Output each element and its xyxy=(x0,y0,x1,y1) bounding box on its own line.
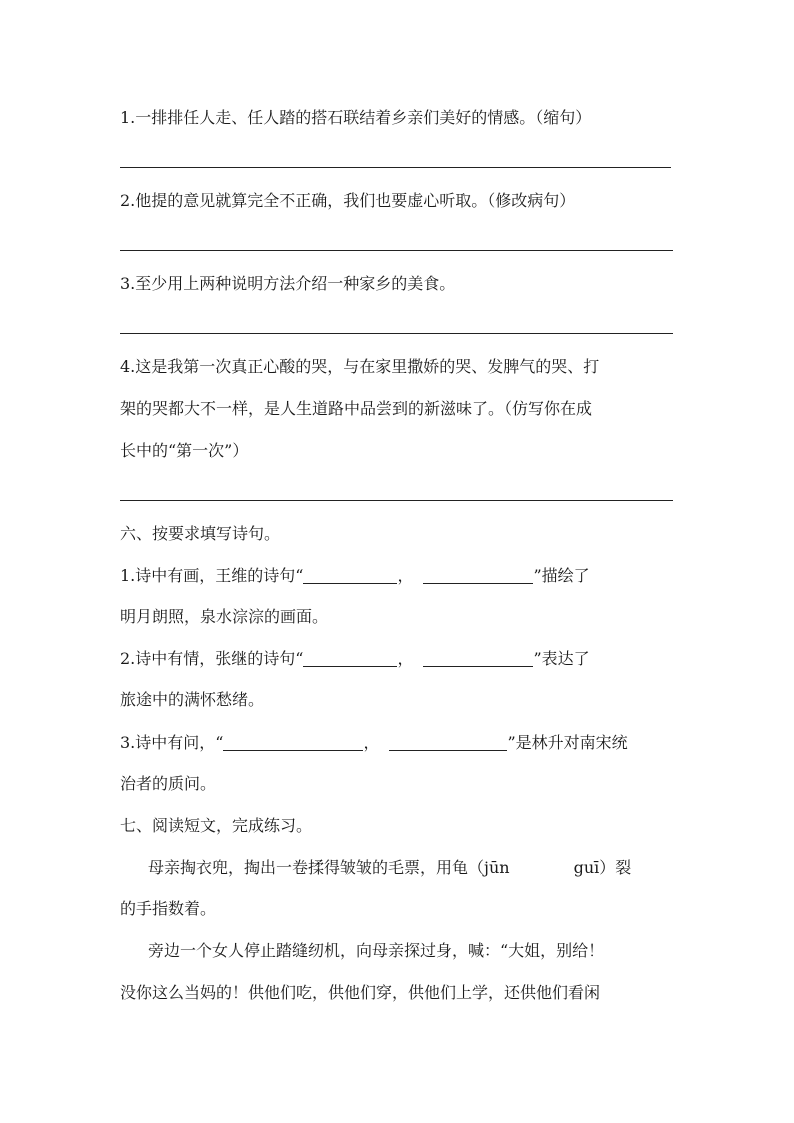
poem-item-2-prefix: 2.诗中有情，张继的诗句“ xyxy=(120,649,304,668)
poem-item-1-suffix: ”描绘了 xyxy=(533,566,590,585)
poem-item-1-line-2: 明月朗照，泉水淙淙的画面。 xyxy=(120,607,329,626)
poem-item-3-suffix: ”是林升对南宋统 xyxy=(507,733,628,752)
passage-paragraph-1-line-2: 的手指数着。 xyxy=(120,899,217,918)
section-6-title: 六、按要求填写诗句。 xyxy=(120,524,281,543)
poem-item-2-line-2: 旅途中的满怀愁绪。 xyxy=(120,690,265,709)
poem-item-2 xyxy=(120,648,590,670)
answer-line-1[interactable] xyxy=(120,167,671,168)
answer-line-3[interactable] xyxy=(120,333,673,334)
answer-line-4[interactable] xyxy=(120,500,673,501)
poem-blank-2a[interactable] xyxy=(303,650,397,667)
question-2: 2.他提的意见就算完全不正确，我们也要虚心听取。（修改病句） xyxy=(120,191,576,210)
poem-item-2-suffix: ”表达了 xyxy=(533,649,590,668)
poem-item-1-sep: ， xyxy=(397,566,414,585)
question-4-line-2: 架的哭都大不一样，是人生道路中品尝到的新滋味了。（仿写你在成 xyxy=(120,399,593,418)
question-3: 3.至少用上两种说明方法介绍一种家乡的美食。 xyxy=(120,274,456,293)
poem-item-2-sep: ， xyxy=(397,649,414,668)
poem-item-1 xyxy=(120,565,590,587)
passage-paragraph-2-line-1: 旁边一个女人停止踏缝纫机，向母亲探过身，喊：“大姐，别给！ xyxy=(148,941,605,960)
question-4-line-1: 4.这是我第一次真正心酸的哭，与在家里撒娇的哭、发脾气的哭、打 xyxy=(120,357,600,376)
answer-line-2[interactable] xyxy=(120,250,673,251)
poem-blank-3a[interactable] xyxy=(223,734,363,751)
passage-p1-part2: guī）裂 xyxy=(573,858,632,877)
poem-item-3-prefix: 3.诗中有问，“ xyxy=(120,733,224,752)
section-7-title: 七、阅读短文，完成练习。 xyxy=(120,816,313,835)
passage-p1-part1: 母亲掏衣兜，掏出一卷揉得皱皱的毛票，用龟（jūn xyxy=(148,858,510,877)
poem-blank-2b[interactable] xyxy=(423,650,533,667)
poem-item-3-line-2: 治者的质问。 xyxy=(120,774,217,793)
poem-blank-1b[interactable] xyxy=(423,567,533,584)
question-4-line-3: 长中的“第一次”） xyxy=(120,441,249,460)
poem-blank-1a[interactable] xyxy=(303,567,397,584)
poem-blank-3b[interactable] xyxy=(389,734,507,751)
passage-paragraph-2-line-2: 没你这么当妈的！供他们吃，供他们穿，供他们上学，还供他们看闲 xyxy=(120,983,601,1002)
poem-item-1-prefix: 1.诗中有画，王维的诗句“ xyxy=(120,566,304,585)
question-1: 1.一排排任人走、任人踏的搭石联结着乡亲们美好的情感。（缩句） xyxy=(120,108,592,127)
poem-item-3-sep: ， xyxy=(363,733,380,752)
passage-paragraph-1 xyxy=(148,857,631,879)
poem-item-3 xyxy=(120,732,628,754)
